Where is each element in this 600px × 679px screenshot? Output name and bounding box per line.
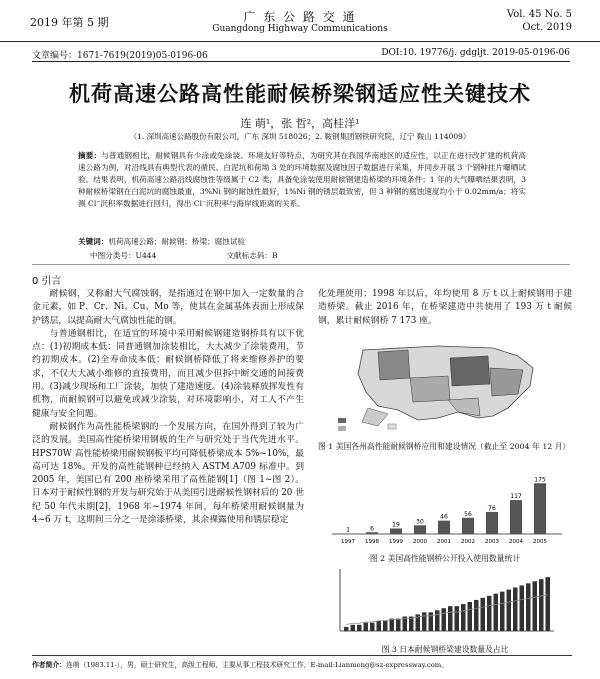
fig3-bar: [461, 604, 466, 631]
figure-2-caption: 图 2 美国高性能钢桥公开投入使用数量统计: [369, 554, 521, 563]
fig3-bar: [500, 592, 505, 631]
fig2-year-label: 2000: [413, 539, 427, 545]
right-column: [318, 288, 572, 328]
fig2-year-label: 2003: [485, 539, 499, 545]
fig3-bar: [377, 621, 382, 631]
fig2-year-label: 2002: [461, 539, 475, 545]
fig3-bar: [370, 623, 375, 631]
fig3-bar: [487, 596, 492, 631]
fig3-bar: [533, 581, 538, 631]
fig3-bar: [435, 610, 440, 631]
figure-3-caption: 图 3 日本耐候钢桥梁建设数量及占比: [381, 645, 509, 654]
fig2-bar: [390, 528, 402, 534]
fig3-bar: [507, 590, 512, 631]
author-footnote: [32, 655, 572, 669]
fig2-value-label: 1: [346, 526, 350, 534]
abstract-text: 与普通钢相比，耐候钢具有少涂或免涂装、环境友好等特点，为研究其在我国华南地区的适应性，以正在进行改扩建的机荷高速公路为例，对沿线具有典型代表的循民、白泥坑和荷坳 3 处的环境数据及腐蚀因子数据进行采集，并同步开展 3 个钢种挂片曝晒试验。结果表明，机荷高速公路沿线腐蚀性等级属于 C2 类，具备免涂装使用耐候钢建造桥梁的环境条件；1 年的大气曝晒结果表明，3 种耐候桥梁钢在白泥坑的腐蚀最重，3%Ni 钢的耐蚀性最好，1%Ni 钢的锈层最致密，但 3 种钢的腐蚀速度均小于 0.02mm/a；将实测 Cl⁻沉积率数据进行回归，得出 Cl⁻沉积率与海岸线距离的关系。: [78, 151, 527, 208]
keywords: [78, 236, 526, 247]
us-map-graphic: [318, 338, 572, 436]
fig2-value-label: 30: [416, 518, 424, 526]
fig3-bar: [468, 602, 473, 631]
abstract: [78, 150, 526, 210]
paper-title: 机荷高速公路高性能耐候桥梁钢适应性关键技术: [69, 82, 531, 106]
abstract-label: 摘要：: [78, 151, 102, 160]
fig3-bar: [494, 594, 499, 631]
paragraph: 耐候钢，又称耐大气腐蚀钢，是指通过在钢中加入一定数量的合金元素，如 P、Cr、Ni、Cu、Mo 等，使其在金属基体表面上形成保护锈层，以提高耐大气腐蚀性能的钢。: [32, 289, 304, 326]
fig3-bar: [422, 612, 427, 631]
page-header: [0, 0, 600, 42]
fig2-value-label: 117: [510, 493, 522, 501]
journal-name-en: Guangdong Highway Communications: [212, 24, 388, 34]
fig3-bar: [448, 606, 453, 631]
article-ids: [32, 48, 570, 62]
fig3-bar: [520, 585, 525, 631]
fig2-value-label: 6: [370, 525, 374, 533]
fig3-bar: [526, 583, 531, 631]
fig3-bar: [351, 625, 356, 631]
footnote-text: 连萌（1983.11-），男，硕士研究生，高级工程师，主要从事工程技术研究工作，E-mail:Lianmeng@sz-expressway.com。: [65, 661, 449, 669]
fig2-year-label: 2004: [509, 539, 523, 545]
fig2-value-label: 56: [464, 510, 472, 518]
fig3-bar: [546, 577, 551, 631]
fig2-bar: [534, 483, 546, 534]
fig3-bar: [357, 625, 362, 631]
fig3-bar: [474, 600, 479, 631]
article-number: 文章编号：1671-7619(2019)05-0196-06: [32, 51, 208, 61]
fig2-value-label: 19: [392, 521, 400, 529]
left-column: [32, 288, 304, 527]
divider: [32, 264, 570, 265]
fig2-bar: [414, 525, 426, 534]
fig3-bar: [383, 621, 388, 631]
fig3-bar: [513, 588, 518, 632]
fig3-bar: [364, 623, 369, 631]
fig2-bar: [438, 521, 450, 534]
fig3-ratio-line: [346, 595, 548, 625]
fig2-value-label: 76: [488, 504, 496, 512]
fig2-year-label: 1999: [389, 539, 403, 545]
fig3-bar: [481, 598, 486, 631]
fig2-bar: [510, 500, 522, 534]
footnote-label: 作者简介：: [32, 661, 66, 669]
paragraph: 耐候钢作为高性能桥梁钢的一个发展方向，在国外得到了较为广泛的发展。美国高性能桥梁用钢板的生产与研究处于当代先进水平。HPS70W 高性能桥梁用耐候钢板平均可降低桥梁成本 5%~10%，最高可达 18%。开发的高性能钢种已经纳入 ASTM A709 标准中。到 2005 年，美国已有 200 座桥梁采用了高性能钢[1]（图 1~图 2）。日本对于耐候性钢的开发与研究始于从美国引进耐候性钢材后的 20 世纪 50 年代末期[2]，1968 年~1974 年间，每年桥梁用耐候钢量为 4~6 万 t，这期间三分之一是涂漆桥梁，其余裸露使用和锈层稳定: [32, 421, 304, 526]
fig3-bar: [390, 619, 395, 631]
affiliations: （1. 深圳高速公路股份有限公司，广东 深圳 518026；2. 鞍钢集团钢铁研究院，辽宁 鞍山 114009）: [129, 132, 471, 141]
volume-info: [507, 8, 572, 34]
fig2-year-label: 2001: [437, 539, 451, 545]
figure-1-caption: 图 1 美国各州高性能耐候钢桥应用和建设情况（截止至 2004 年 12 月）: [318, 442, 571, 451]
fig2-year-label: 1997: [341, 539, 355, 545]
fig2-year-label: 1998: [365, 539, 379, 545]
paragraph: 与普通钢相比，在适宜的环境中采用耐候钢建造钢桥具有以下优点：(1)初期成本低：同普通钢加涂装相比，大大减少了涂装费用，节约初期成本。(2)全寿命成本低：耐候钢桥降低了将来维修养护的要求，不仅大大减小维修的直接费用，而且减少但拆中断交通的间接费用。(3)减少现场和工厂涂装，加快了建造速度。(4)涂装释放挥发性有机物，而耐候钢可以避免或减少涂装，对环境影响小，对工人不产生健康与安全问题。: [32, 328, 304, 419]
fig3-bar-chart: [318, 565, 572, 641]
section-heading: 0 引言: [32, 276, 62, 287]
document-code: 文献标志码：B: [226, 251, 278, 260]
figure-2-chart: [318, 468, 572, 548]
fig2-bar-chart: [318, 468, 572, 548]
classification: [90, 250, 530, 261]
keywords-label: 关键词：: [78, 237, 109, 246]
fig3-bar: [442, 608, 447, 631]
issue-label: 2019 年第 5 期: [30, 16, 109, 29]
fig2-year-label: 2005: [533, 539, 547, 545]
volume-number: Vol. 45 No. 5: [506, 9, 572, 20]
figure-3-chart: [318, 565, 572, 641]
doi: DOI:10. 19776/j. gdgljt. 2019-05-0196-06: [381, 48, 570, 58]
authors: 连 萌¹，张 哲²，高桂洋¹: [240, 117, 360, 130]
fig2-value-label: 175: [534, 476, 546, 484]
paragraph: 化处理使用；1998 年以后，年均使用 8 万 t 以上耐候钢用于建造桥梁。截止 2016 年，在桥梁建造中共使用了 193 万 t 耐候钢，累计耐候钢桥 7 173 座。: [318, 289, 572, 326]
figure-1-map: [318, 338, 572, 436]
keywords-text: 机荷高速公路；耐候钢；桥梁；腐蚀试验: [108, 237, 246, 246]
fig3-bar: [396, 619, 401, 631]
clc-number: 中图分类号：U444: [90, 251, 157, 260]
fig2-bar: [486, 512, 498, 534]
fig3-bar: [539, 579, 544, 631]
fig3-bar: [344, 627, 349, 631]
volume-date: Oct. 2019: [522, 22, 572, 33]
fig2-bar: [366, 532, 378, 534]
fig2-value-label: 46: [440, 513, 448, 521]
fig3-bar: [455, 606, 460, 631]
fig2-bar: [462, 518, 474, 534]
journal-name-cn: 广 东 公 路 交 通: [243, 10, 357, 24]
